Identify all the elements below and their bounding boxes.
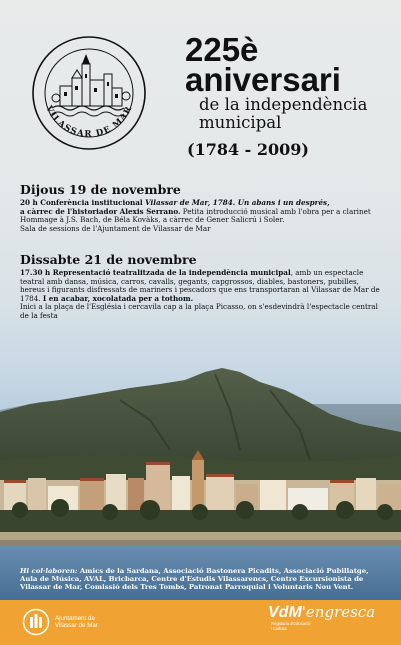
saturday-event-title: 17.30 h Representació teatralitzada de la independència municipal	[20, 268, 291, 277]
seal-text: VILASSAR DE MAR	[43, 104, 135, 140]
regidoria-line2: i Cultura	[271, 625, 287, 631]
conference-title: Vilassar de Mar, 1784. Un abans i un després,	[145, 198, 330, 207]
title-subline-1: de la independència	[199, 95, 368, 114]
saturday-section	[20, 253, 380, 321]
title-subline-2: municipal	[199, 113, 282, 132]
thursday-heading: Dijous 19 de novembre	[20, 182, 181, 197]
saturday-finale: I en acabar, xocolatada per a tothom.	[42, 293, 194, 303]
title-word: aniversari	[185, 61, 341, 98]
saturday-route: Inici a la plaça de l'Església i cercavila cap a la plaça Picasso, on s'esdevindrà l'espectacle central de la festa	[20, 302, 378, 320]
thursday-description: Petita introducció musical amb l'obra per a clarinet Hommage à J.S. Bach, de Béla Kovàks, a càrrec de Gener Salicrú i Soler.	[20, 206, 371, 225]
ajuntament-line2: Vilassar de Mar	[55, 622, 98, 629]
engresca-text: 'engresca	[301, 603, 376, 621]
saturday-heading: Dissabte 21 de novembre	[20, 252, 197, 267]
title-years: (1784 - 2009)	[187, 140, 309, 159]
collaborators-label: Hi col·laboren:	[20, 567, 78, 575]
saturday-event	[20, 269, 380, 303]
vilassar-landscape-image	[0, 360, 401, 570]
title-block	[185, 31, 395, 159]
title-number: 225è	[185, 31, 259, 68]
saturday-description: , amb un espectacle teatral amb dansa, música, carros, cavalls, gegants, capgrossos, diables, bastoners, pubilles, hereus i figurants disfressats de mariners i pescadors que ens transportaran al Vilassar de Mar de 1784.	[20, 268, 380, 303]
vdm-engresca-logo	[268, 603, 388, 641]
ajuntament-line1: Ajuntament de	[55, 615, 95, 622]
vdm-logo-text: VdM	[268, 604, 302, 621]
conference-speaker: a càrrec de l'historiador Alexis Serrano.	[20, 206, 181, 216]
vilassar-seal-logo	[30, 34, 148, 152]
collaborators	[20, 567, 385, 591]
thursday-event	[20, 199, 380, 225]
thursday-time: 20 h Conferència institucional	[20, 198, 146, 207]
ajuntament-logo	[22, 608, 115, 636]
collaborators-list: Amics de la Sardana, Associació Bastonera Picadits, Associació Pubillatge, Aula de Música, AVAL, Bricbarca, Centre d'Estudis Vilassarencs, Centre Excursionista de Vilassar de Mar, Comissió dels Tres Tombs, Patronat Parroquial i Voluntaris Nou Vent.	[20, 567, 369, 591]
thursday-venue: Sala de sessions de l'Ajuntament de Vilassar de Mar	[20, 223, 211, 233]
regidoria-line1: Regidoria d'Educació	[271, 621, 311, 626]
ajuntament-icon	[22, 608, 50, 636]
thursday-section	[20, 183, 380, 233]
